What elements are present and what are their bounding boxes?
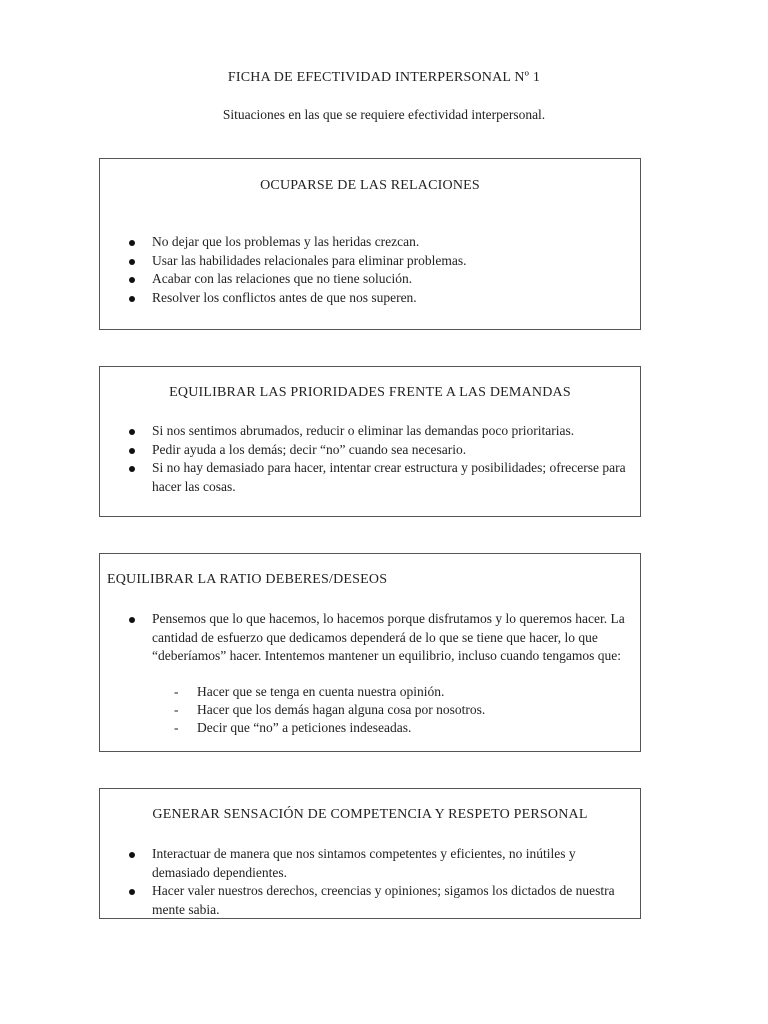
page-subtitle: Situaciones en las que se requiere efectividad interpersonal.	[222, 107, 546, 122]
section-heading: EQUILIBRAR LA RATIO DEBERES/DESEOS	[107, 572, 388, 587]
list-item-text: Usar las habilidades relacionales para eliminar problemas.	[152, 252, 467, 268]
dash-icon: -	[174, 702, 179, 717]
section-box-relaciones	[99, 158, 641, 330]
sub-list-item-text: Hacer que se tenga en cuenta nuestra opinión.	[197, 684, 445, 699]
sub-list-item	[100, 683, 640, 701]
section-box-ratio	[99, 553, 641, 752]
section-heading: GENERAR SENSACIÓN DE COMPETENCIA Y RESPETO PERSONAL	[152, 807, 588, 822]
list-item-text: Pedir ayuda a los demás; decir “no” cuando sea necesario.	[152, 441, 467, 457]
list-item	[100, 289, 640, 308]
section-heading: EQUILIBRAR LAS PRIORIDADES FRENTE A LAS DEMANDAS	[169, 385, 571, 400]
bullet-list	[100, 233, 640, 307]
list-item	[100, 233, 640, 252]
list-item-text: Pensemos que lo que hacemos, lo hacemos porque disfrutamos y lo queremos hacer. La cantidad de esfuerzo que dedicamos dependerá de lo que se tiene que hacer, lo que “deberíamos” hacer. Intentemos mantener un equilibrio, incluso cuando tengamos que:	[152, 611, 625, 663]
section-box-prioridades	[99, 366, 641, 517]
sub-list-item	[100, 719, 640, 737]
bullet-icon	[129, 277, 135, 283]
bullet-icon	[129, 852, 135, 858]
section-heading: OCUPARSE DE LAS RELACIONES	[260, 178, 480, 193]
list-item-text: Interactuar de manera que nos sintamos competentes y eficientes, no inútiles y demasiado dependientes.	[152, 846, 576, 880]
list-item-text: Acabar con las relaciones que no tiene solución.	[152, 271, 413, 286]
list-item	[100, 270, 640, 289]
list-item	[100, 845, 640, 882]
section-box-competencia	[99, 788, 641, 919]
list-item-text: Resolver los conflictos antes de que nos superen.	[152, 289, 417, 305]
page-title: FICHA DE EFECTIVIDAD INTERPERSONAL Nº 1	[227, 70, 541, 85]
list-item	[100, 441, 640, 460]
sub-list-item-text: Decir que “no” a peticiones indeseadas.	[197, 720, 412, 735]
bullet-icon	[129, 240, 135, 246]
bullet-icon	[129, 889, 135, 895]
dash-icon: -	[174, 720, 179, 735]
dash-icon: -	[174, 684, 179, 699]
list-item-text: No dejar que los problemas y las heridas crezcan.	[152, 234, 420, 249]
sub-list-item-text: Hacer que los demás hagan alguna cosa por nosotros.	[197, 702, 486, 717]
list-item-text: Si nos sentimos abrumados, reducir o eliminar las demandas poco prioritarias.	[152, 423, 575, 438]
list-item	[100, 459, 640, 496]
bullet-list	[100, 422, 640, 496]
bullet-icon	[129, 429, 135, 435]
bullet-icon	[129, 466, 135, 472]
bullet-icon	[129, 617, 135, 623]
list-item	[100, 882, 640, 919]
list-item	[100, 252, 640, 271]
sub-list-item	[100, 701, 640, 719]
list-item-text: Si no hay demasiado para hacer, intentar crear estructura y posibilidades; ofrecerse para hacer las cosas.	[152, 460, 626, 494]
bullet-icon	[129, 296, 135, 302]
bullet-icon	[129, 448, 135, 454]
list-item	[100, 422, 640, 441]
bullet-list	[100, 845, 640, 919]
sub-list	[100, 683, 640, 737]
bullet-list	[100, 610, 640, 666]
list-item	[100, 610, 640, 666]
list-item-text: Hacer valer nuestros derechos, creencias y opiniones; sigamos los dictados de nuestra mente sabia.	[152, 883, 615, 917]
bullet-icon	[129, 259, 135, 265]
